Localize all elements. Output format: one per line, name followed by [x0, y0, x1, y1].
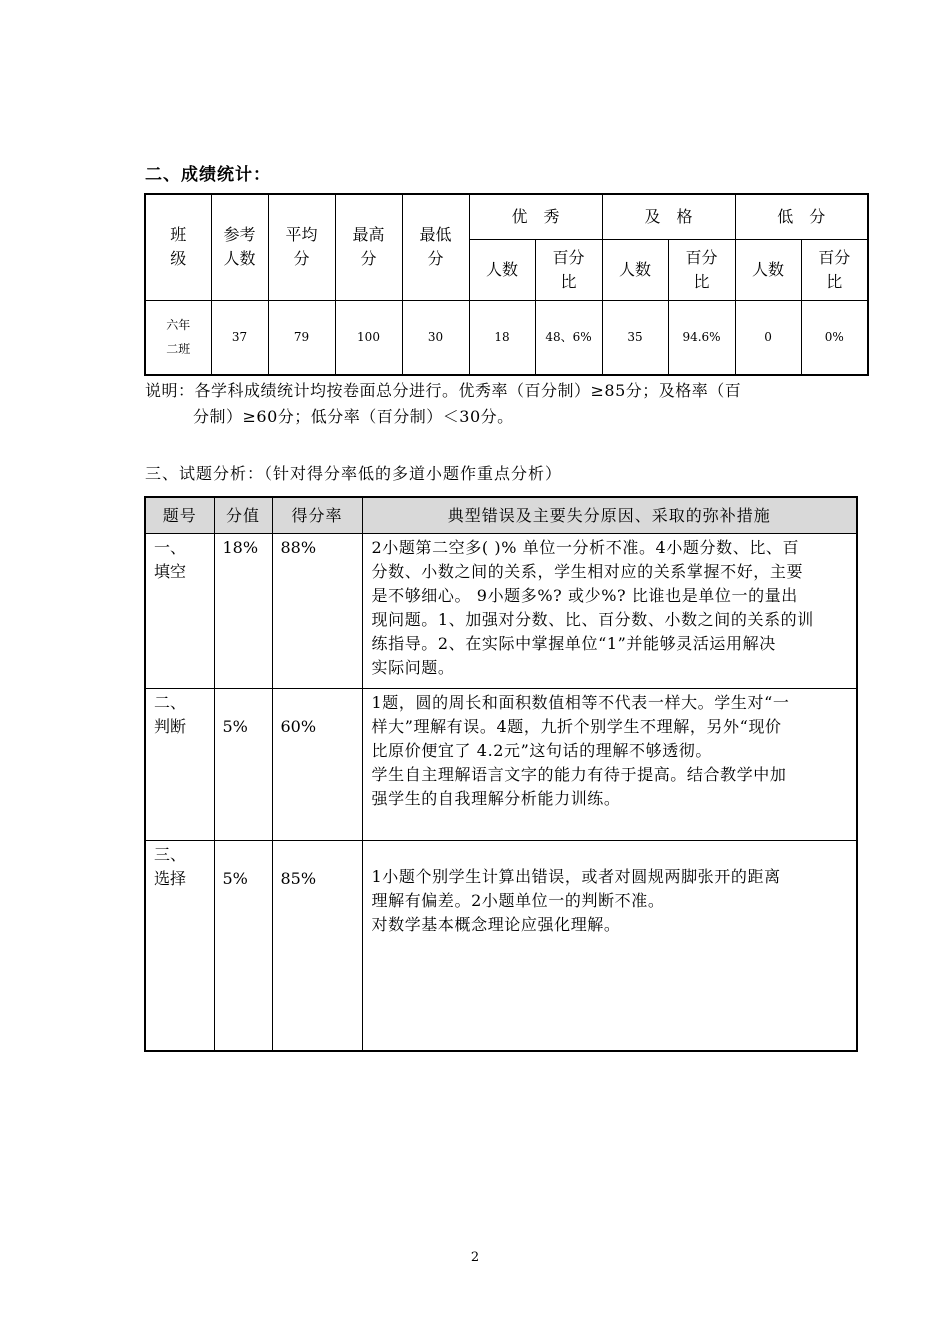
score-statistics-table [144, 193, 869, 376]
score-value: 18% [214, 534, 272, 689]
analysis-text: 1小题个别学生计算出错误，或者对圆规两脚张开的距离 理解有偏差。2小题单位一的判断不准。 对数学基本概念理论应强化理解。 [362, 841, 857, 1051]
header-low-count: 人数 [735, 239, 801, 300]
header-low: 低 分 [735, 194, 868, 239]
header-excellent-count: 人数 [469, 239, 535, 300]
header-score-value: 分值 [214, 497, 272, 534]
header-score-rate: 得分率 [272, 497, 362, 534]
question-label: 一、 填空 [145, 534, 214, 689]
header-excellent-percent: 百分 比 [535, 239, 602, 300]
question-label: 三、 选择 [145, 841, 214, 1051]
score-rate: 85% [272, 841, 362, 1051]
analysis-text: 1题，圆的周长和面积数值相等不代表一样大。学生对“一 样大”理解有误。4题，九折个别学生不理解，另外“现价 比原价便宜了 4.2元”这句话的理解不够透彻。 学生自主理解语言文字的能力有待于提高。结合教学中加 强学生的自我理解分析能力训练。 [362, 689, 857, 841]
note-line-1: 说明：各学科成绩统计均按卷面总分进行。优秀率（百分制）≥85分；及格率（百 [145, 381, 742, 400]
header-max: 最高 分 [335, 194, 402, 300]
section2-title: 二、成绩统计： [145, 165, 271, 185]
header-takers: 参考 人数 [211, 194, 268, 300]
score-value: 5% [214, 841, 272, 1051]
cell-low-count: 0 [735, 300, 801, 375]
cell-pass-count: 35 [602, 300, 668, 375]
cell-min: 30 [402, 300, 469, 375]
note-line-2: 分制）≥60分；低分率（百分制）＜30分。 [193, 407, 514, 426]
score-rate: 60% [272, 689, 362, 841]
header-excellent: 优 秀 [469, 194, 602, 239]
table-row [145, 534, 857, 689]
table-row [145, 689, 857, 841]
section3-title: 三、试题分析：（针对得分率低的多道小题作重点分析） [145, 464, 563, 483]
cell-average: 79 [268, 300, 335, 375]
header-class: 班 级 [145, 194, 211, 300]
cell-low-percent: 0% [801, 300, 868, 375]
table-row [145, 841, 857, 1051]
cell-takers: 37 [211, 300, 268, 375]
header-pass: 及 格 [602, 194, 735, 239]
score-rate: 88% [272, 534, 362, 689]
cell-class: 六年 二班 [145, 300, 211, 375]
cell-excellent-count: 18 [469, 300, 535, 375]
header-min: 最低 分 [402, 194, 469, 300]
analysis-text: 2小题第二空多( )% 单位一分析不准。4小题分数、比、百 分数、小数之间的关系，学生相对应的关系掌握不好，主要 是不够细心。 9小题多%? 或少%? 比谁也是单位一的量出 现问题。1、加强对分数、比、百分数、小数之间的关系的训 练指导。2、在实际中掌握单位“1”并能够灵活运用解决 实际问题。 [362, 534, 857, 689]
header-pass-percent: 百分 比 [668, 239, 735, 300]
header-analysis: 典型错误及主要失分原因、采取的弥补措施 [362, 497, 857, 534]
cell-max: 100 [335, 300, 402, 375]
header-low-percent: 百分 比 [801, 239, 868, 300]
cell-excellent-percent: 48、6% [535, 300, 602, 375]
question-analysis-table [144, 496, 858, 1052]
cell-pass-percent: 94.6% [668, 300, 735, 375]
question-label: 二、 判断 [145, 689, 214, 841]
header-question-no: 题号 [145, 497, 214, 534]
score-value: 5% [214, 689, 272, 841]
page-number: 2 [470, 1250, 480, 1265]
header-average: 平均 分 [268, 194, 335, 300]
header-pass-count: 人数 [602, 239, 668, 300]
